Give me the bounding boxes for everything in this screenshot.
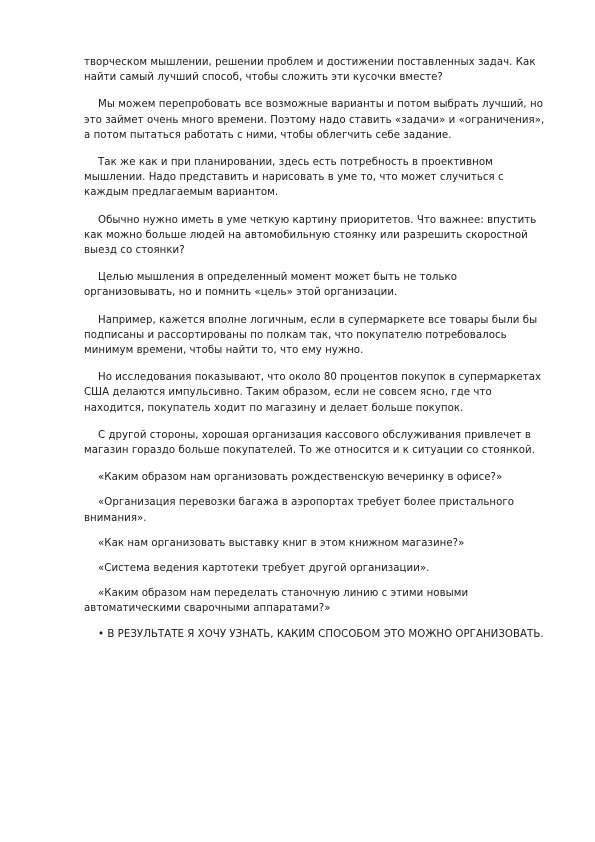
quote-paragraph: «Система ведения картотеки требует другой организации». [98, 563, 430, 575]
paragraph: Например, кажется вполне логичным, если в супермаркете все товары были бы подписаны и рассортированы по полкам так, что покупателю потребовалось минимум времени, чтобы найти то, что ему нужно. [84, 314, 538, 357]
paragraph: Так же как и при планировании, здесь есть потребность в проективном мышлении. Надо представить и нарисовать в уме то, что может случиться с каждым предлагаемым вариантом. [84, 157, 504, 199]
paragraph: Обычно нужно иметь в уме четкую картину приоритетов. Что важнее: впустить как можно больше людей на автомобильную стоянку или разрешить скоростной выезд со стоянки? [84, 214, 537, 257]
paragraph: Мы можем перепробовать все возможные варианты и потом выбрать лучший, но это займет очень много времени. Поэтому надо ставить «задачи» и «ограничения», а потом пытаться работать с ними, чтобы облегчить себе задание. [84, 99, 545, 141]
paragraph: творческом мышлении, решении проблем и достижении поставленных задач. Как найти самый лучший способ, чтобы сложить эти кусочки вместе? [84, 57, 536, 84]
paragraph: Но исследования показывают, что около 80 процентов покупок в супермаркетах США делаются импульсивно. Таким образом, если не совсем ясно, где что находится, покупатель ходит по магазину и делает больше покупок. [84, 372, 542, 414]
quote-paragraph: «Каким образом нам организовать рождественскую вечеринку в офисе?» [98, 472, 503, 484]
quote-paragraph: «Организация перевозки багажа в аэропортах требует более пристального внимания». [84, 497, 515, 524]
paragraph: С другой стороны, хорошая организация кассового обслуживания привлечет в магазин гораздо больше покупателей. То же относится и к ситуации со стоянкой. [84, 429, 535, 457]
paragraph: Целью мышления в определенный момент может быть не только организовывать, но и помнить «цель» этой организации. [84, 272, 457, 299]
quote-paragraph: «Каким образом нам переделать станочную линию с этими новыми автоматическими сварочными аппаратами?» [84, 588, 469, 615]
bullet-conclusion: • В РЕЗУЛЬТАТЕ Я ХОЧУ УЗНАТЬ, КАКИМ СПОСОБОМ ЭТО МОЖНО ОРГАНИЗОВАТЬ. [98, 628, 544, 640]
quote-paragraph: «Как нам организовать выставку книг в этом книжном магазине?» [98, 537, 465, 549]
